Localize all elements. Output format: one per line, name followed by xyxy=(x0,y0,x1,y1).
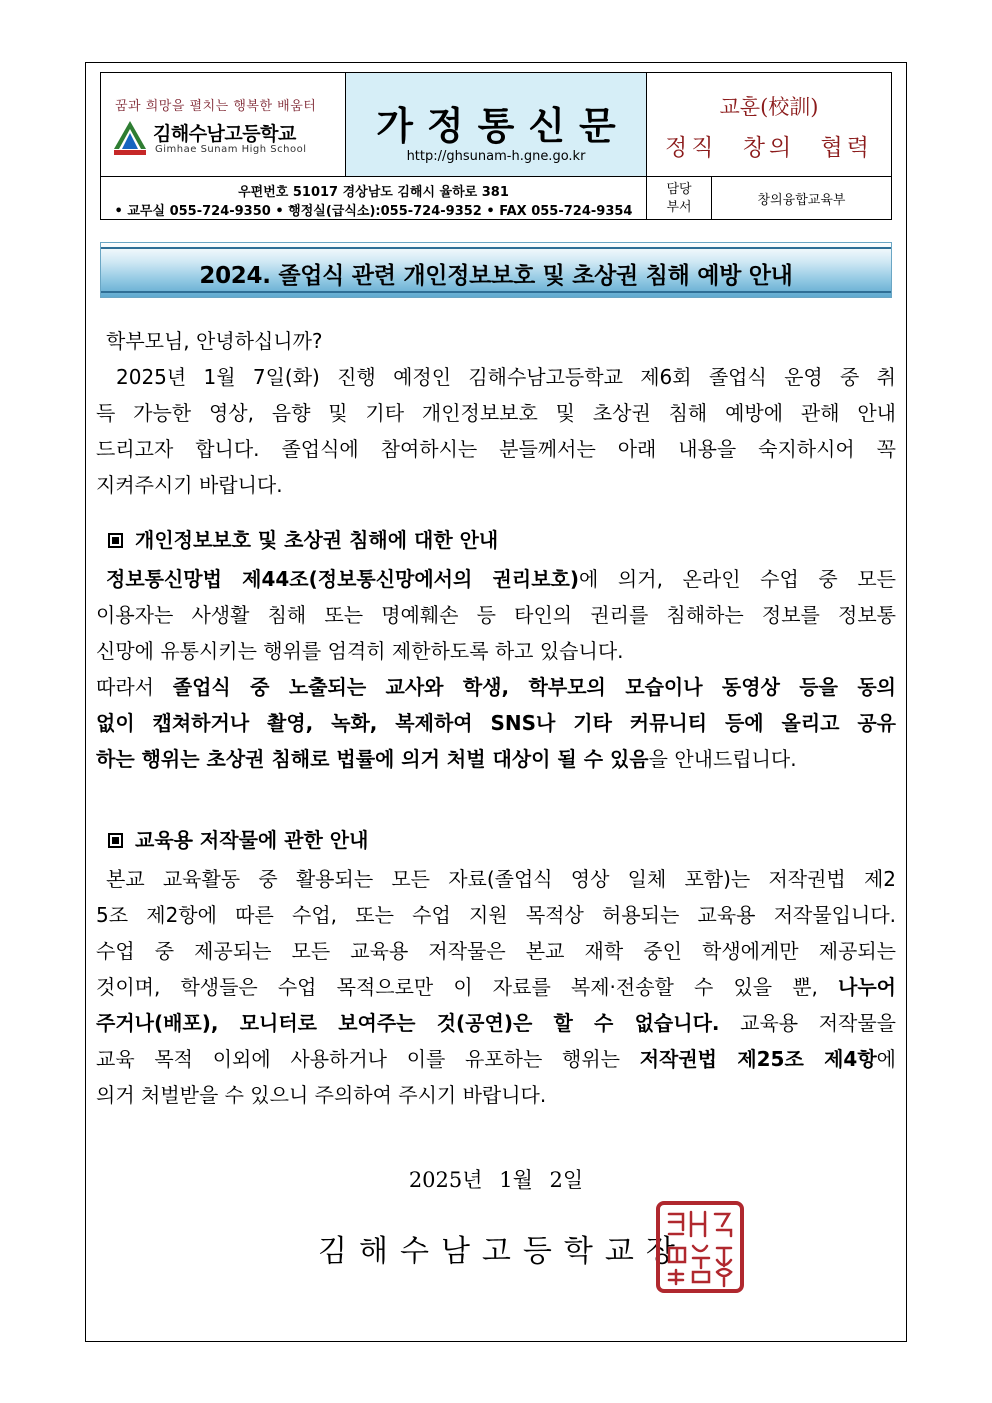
section2-line: 의거 처벌받을 수 있으니 주의하여 주시기 바랍니다. xyxy=(96,1083,547,1107)
banner-rule-bottom xyxy=(101,291,891,293)
issue-date: 2025년 1월 2일 xyxy=(408,1168,584,1192)
dept-cell xyxy=(712,177,891,219)
section2-line: 본교 교육활동 중 활용되는 모든 자료(졸업식 영상 일체 포함)는 저작권법 제2 xyxy=(106,867,896,891)
title-banner xyxy=(100,242,892,298)
intro-line: 지켜주시기 바랍니다. xyxy=(96,473,283,497)
section1-line: 정보통신망법 제44조(정보통신망에서의 권리보호)에 의거, 온라인 수업 중 모든 xyxy=(106,567,896,591)
principal-seal xyxy=(655,1200,745,1294)
school-url: http://ghsunam-h.gne.go.kr xyxy=(406,149,586,164)
section2-heading-text: 교육용 저작물에 관한 안내 xyxy=(135,828,369,852)
section2-line: 5조 제2항에 따른 수업, 또는 수업 지원 목적상 허용되는 교육용 저작물입니다. xyxy=(96,903,896,927)
law-reference: 정보통신망법 제44조(정보통신망에서의 권리보호) xyxy=(106,567,579,591)
postal-address: 우편번호 51017 경상남도 김해시 율하로 381 xyxy=(238,185,509,200)
principal-signature: 김해수남고등학교장 xyxy=(318,1234,687,1269)
section1-line: 따라서 졸업식 중 노출되는 교사와 학생, 학부모의 모습이나 동영상 등을 동의 xyxy=(96,675,896,699)
school-name-korean: 김해수남고등학교 xyxy=(153,123,296,145)
newsletter-title: 가정통신문 xyxy=(376,103,630,148)
dept-label-cell xyxy=(647,177,712,219)
section1-heading xyxy=(108,524,498,553)
contact-numbers: • 교무실 055-724-9350 • 행정실(급식소):055-724-9352 • FAX 055-724-9354 xyxy=(114,204,633,219)
school-name-english: Gimhae Sunam High School xyxy=(155,144,307,155)
notice-title: 2024. 졸업식 관련 개인정보보호 및 초상권 침해 예방 안내 xyxy=(199,263,793,289)
banner-rule-top xyxy=(101,247,891,249)
school-cell xyxy=(101,73,346,177)
section1-line: 이용자는 사생활 침해 또는 명예훼손 등 타인의 권리를 침해하는 정보를 정보통 xyxy=(96,603,896,627)
section1-line: 없이 캡쳐하거나 촬영, 녹화, 복제하여 SNS나 기타 커뮤니티 등에 올리고 공유 xyxy=(96,711,896,735)
section1-line: 하는 행위는 초상권 침해로 법률에 의거 처벌 대상이 될 수 있음을 안내드립니다. xyxy=(96,747,797,771)
section2-line: 교육 목적 이외에 사용하거나 이를 유포하는 행위는 저작권법 제25조 제4항에 xyxy=(96,1047,896,1071)
letterhead-table xyxy=(100,72,892,220)
section2-line: 수업 중 제공되는 모든 교육용 저작물은 본교 재학 중인 학생에게만 제공되는 xyxy=(96,939,896,963)
section2-heading xyxy=(108,824,368,853)
section-bullet-icon xyxy=(108,533,123,548)
section-bullet-icon xyxy=(108,833,123,848)
dept-label-line2: 부서 xyxy=(666,200,692,215)
section2-line: 주거나(배포), 모니터로 보여주는 것(공연)은 할 수 없습니다. 교육용 저작물을 xyxy=(96,1011,896,1035)
dept-label-line1: 담당 xyxy=(666,182,692,197)
intro-paragraph xyxy=(96,323,896,503)
intro-line: 득 가능한 영상, 음향 및 기타 개인정보보호 및 초상권 침해 예방에 관해 안내 xyxy=(96,401,896,425)
section2-line: 것이며, 학생들은 수업 목적으로만 이 자료를 복제·전송할 수 있을 뿐, 나누어 xyxy=(96,975,896,999)
address-cell xyxy=(101,177,647,219)
school-slogan: 꿈과 희망을 펼치는 행복한 배움터 xyxy=(115,99,317,114)
school-motto: 정직 창의 협력 xyxy=(665,135,873,161)
section1-paragraph xyxy=(96,561,896,777)
department-name: 창의융합교육부 xyxy=(757,193,846,208)
motto-cell xyxy=(647,73,891,177)
motto-label: 교훈(校訓) xyxy=(719,95,819,119)
section1-heading-text: 개인정보보호 및 초상권 침해에 대한 안내 xyxy=(135,528,499,552)
school-logo-icon xyxy=(113,119,147,157)
intro-line: 2025년 1월 7일(화) 진행 예정인 김해수남고등학교 제6회 졸업식 운영 중 취 xyxy=(116,365,896,389)
section2-paragraph xyxy=(96,861,896,1113)
greeting: 학부모님, 안녕하십니까? xyxy=(106,329,323,353)
title-cell xyxy=(346,73,647,177)
intro-line: 드리고자 합니다. 졸업식에 참여하시는 분들께서는 아래 내용을 숙지하시어 꼭 xyxy=(96,437,896,461)
section1-line: 신망에 유통시키는 행위를 엄격히 제한하도록 하고 있습니다. xyxy=(96,639,624,663)
